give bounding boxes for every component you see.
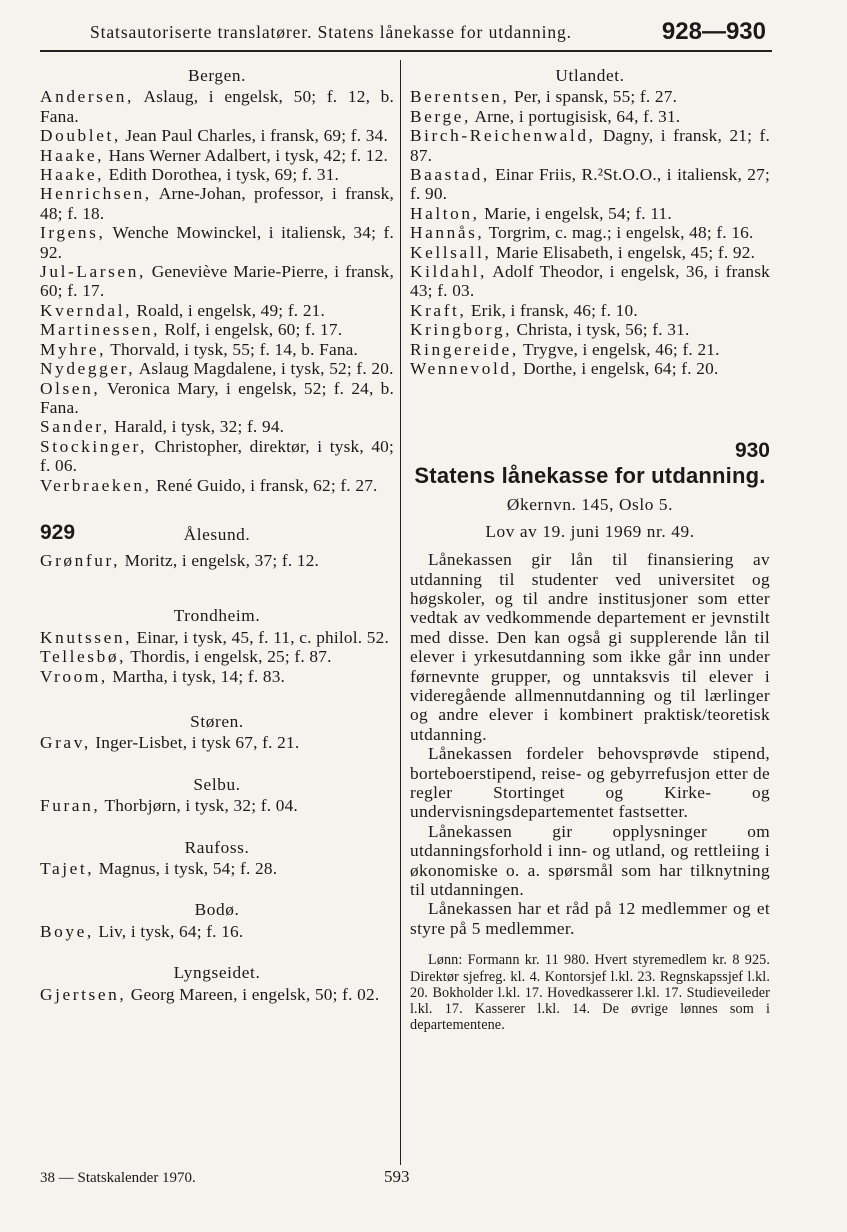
list-item — [40, 417, 394, 436]
person-name: Ringereide, — [410, 339, 519, 359]
list-item — [40, 476, 394, 495]
city-heading: Selbu. — [193, 774, 241, 794]
paragraph: Lånekassen har et råd på 12 medlemmer og et styre på 5 medlemmer. — [410, 899, 770, 938]
person-name: Olsen, — [40, 378, 101, 398]
entry-details: Harald, i tysk, 32; f. 94. — [109, 417, 285, 437]
person-name: Doublet, — [40, 126, 121, 146]
entry-details: Erik, i fransk, 46; f. 10. — [466, 300, 638, 320]
entry-list — [40, 859, 394, 878]
entry-list — [40, 551, 394, 570]
list-item — [410, 126, 770, 165]
entry-details: Marie, i engelsk, 54; f. 11. — [479, 203, 672, 223]
person-name: Kraft, — [410, 300, 467, 320]
entry-details: Per, i spansk, 55; f. 27. — [509, 87, 678, 107]
city-heading: Utlandet. — [555, 66, 625, 85]
person-name: Furan, — [40, 796, 101, 816]
entry-details: Roald, i engelsk, 49; f. 21. — [132, 300, 326, 320]
entry-details: Arne-Johan, professor, i fransk, 48; f. 18. — [40, 184, 394, 223]
entry-list — [40, 796, 394, 815]
person-name: Nydegger, — [40, 359, 136, 379]
entry-details: Georg Mareen, i engelsk, 50; f. 02. — [126, 984, 380, 1004]
entry-details: Geneviève Marie-Pierre, i fransk, 60; f. 17. — [40, 262, 394, 301]
list-item — [40, 340, 394, 359]
entry-details: Aslaug, i engelsk, 50; f. 12, b. Fana. — [40, 87, 394, 126]
list-item — [40, 796, 394, 815]
paragraph: Lånekassen fordeler behovsprøvde stipend, borteboerstipend, reise- og gebyrrefusjon etter de regler Stortinget og Kirke- og undervisningsdepartementet fastsetter. — [410, 744, 770, 822]
person-name: Verbraeken, — [40, 475, 152, 495]
entry-details: Trygve, i engelsk, 46; f. 21. — [518, 339, 720, 359]
list-item — [410, 301, 770, 320]
salary-note: Lønn: Formann kr. 11 980. Hvert styremedlem kr. 8 925. Direktør sjefreg. kl. 4. Kontorsjef l.kl. 23. Regnskapssjef l.kl. 20. Bokholder l.kl. 17. Hovedkasserer l.kl. 17. Studieveileder l.kl. 17. Kasserer l.kl. 14. De øvrige lønnes som i departementene. — [410, 952, 770, 1034]
person-name: Kellsall, — [410, 242, 492, 262]
person-name: Myhre, — [40, 339, 106, 359]
entry-details: Torgrim, c. mag.; i engelsk, 48; f. 16. — [484, 223, 754, 243]
person-name: Gjertsen, — [40, 984, 127, 1004]
person-name: Jul-Larsen, — [40, 262, 146, 282]
footer-publication: 38 — Statskalender 1970. — [40, 1170, 196, 1186]
list-item — [40, 223, 394, 262]
column-divider — [400, 60, 401, 1165]
list-item — [40, 437, 394, 476]
person-name: Knutssen, — [40, 627, 133, 647]
entry-details: Arne, i portugisisk, 64, f. 31. — [470, 106, 681, 126]
person-name: Henrichsen, — [40, 184, 152, 204]
list-item — [40, 87, 394, 126]
city-heading: Trondheim. — [173, 606, 261, 626]
person-name: Wennevold, — [410, 359, 519, 379]
entry-list — [40, 628, 394, 686]
list-item — [40, 667, 394, 686]
person-name: Sander, — [40, 417, 110, 437]
entry-list — [40, 87, 394, 495]
list-item — [40, 379, 394, 418]
person-name: Tellesbø, — [40, 647, 127, 667]
entry-list — [410, 87, 770, 378]
list-item — [410, 262, 770, 301]
left-column — [40, 66, 394, 1004]
section-number: 930 — [734, 438, 770, 462]
entry-details: Wenche Mowinckel, i italiensk, 34; f. 92. — [40, 223, 394, 262]
list-item — [40, 165, 394, 184]
person-name: Grav, — [40, 733, 91, 753]
list-item — [40, 262, 394, 301]
running-title: Statsautoriserte translatører. Statens lånekasse for utdanning. — [90, 22, 572, 42]
city-heading: Raufoss. — [184, 837, 250, 857]
address: Økernvn. 145, Oslo 5. — [506, 495, 674, 515]
page-number: 593 — [384, 1167, 410, 1186]
city-heading: Lyngseidet. — [173, 963, 261, 983]
list-item — [40, 922, 394, 941]
person-name: Haake, — [40, 165, 105, 185]
paragraph: Lånekassen gir lån til finansiering av utdanning til studenter ved universitet og høgskoler, og til andre institusjoner som etter vedtak av vedkommende departement er jevnstilt med disse. Den kan også gi supplerende lån til elever i yrkesutdanning som ikke går inn under førnevnte grupper, og unntaksvis til elever i videregående allmennutdanning og til lærlinger og andre elever i kombinert praktisk/teoretisk utdanning. — [410, 550, 770, 744]
city-heading: Bergen. — [187, 66, 247, 85]
city-heading: Ålesund. — [183, 524, 251, 544]
entry-details: Liv, i tysk, 64; f. 16. — [93, 921, 244, 941]
person-name: Kildahl, — [410, 262, 487, 282]
person-name: Berge, — [410, 106, 471, 126]
person-name: Tajet, — [40, 859, 95, 878]
list-item — [40, 628, 394, 647]
entry-details: Rolf, i engelsk, 60; f. 17. — [160, 320, 343, 340]
entry-details: Christopher, direktør, i tysk, 40; f. 06. — [40, 436, 394, 476]
person-name: Kverndal, — [40, 300, 133, 320]
list-item — [410, 359, 770, 378]
entry-details: Dorthe, i engelsk, 64; f. 20. — [518, 359, 719, 379]
list-item — [40, 647, 394, 666]
entry-details: Inger-Lisbet, i tysk 67, f. 21. — [90, 733, 300, 753]
list-item — [410, 243, 770, 262]
entry-details: Thordis, i engelsk, 25; f. 87. — [126, 647, 332, 667]
list-item — [410, 165, 770, 204]
list-item — [410, 87, 770, 106]
person-name: Stockinger, — [40, 436, 148, 456]
list-item — [40, 733, 394, 752]
entry-details: Aslaug Magdalene, i tysk, 52; f. 20. — [135, 359, 394, 379]
header-rule — [40, 50, 772, 52]
entry-details: René Guido, i fransk, 62; f. 27. — [151, 475, 378, 495]
list-item — [40, 859, 394, 878]
list-item — [410, 204, 770, 223]
entry-details: Thorbjørn, i tysk, 32; f. 04. — [100, 796, 298, 816]
entry-details: Christa, i tysk, 56; f. 31. — [512, 320, 690, 340]
list-item — [410, 107, 770, 126]
person-name: Martinessen, — [40, 320, 160, 340]
entry-details: Moritz, i engelsk, 37; f. 12. — [120, 550, 320, 570]
section-range: 928—930 — [661, 18, 766, 45]
list-item — [410, 223, 770, 242]
list-item — [40, 301, 394, 320]
entry-details: Martha, i tysk, 14; f. 83. — [107, 666, 286, 686]
person-name: Halton, — [410, 203, 480, 223]
list-item — [40, 184, 394, 223]
person-name: Baastad, — [410, 165, 490, 185]
list-item — [40, 126, 394, 145]
entry-details: Magnus, i tysk, 54; f. 28. — [94, 859, 278, 878]
list-item — [410, 340, 770, 359]
list-item — [40, 359, 394, 378]
list-item — [410, 320, 770, 339]
page-header — [90, 18, 770, 50]
section-number: 929 — [40, 520, 76, 544]
person-name: Birch-Reichenwald, — [410, 126, 596, 146]
entry-details: Einar Friis, R.²St.O.O., i italiensk, 27; f. 90. — [410, 165, 770, 204]
entry-details: Jean Paul Charles, i fransk, 69; f. 34. — [120, 126, 388, 146]
law-reference: Lov av 19. juni 1969 nr. 49. — [485, 521, 695, 541]
entry-list — [40, 733, 394, 752]
person-name: Irgens, — [40, 223, 106, 243]
person-name: Kringborg, — [410, 320, 513, 340]
person-name: Grønfur, — [40, 550, 121, 570]
list-item — [40, 551, 394, 570]
person-name: Haake, — [40, 145, 105, 165]
person-name: Boye, — [40, 921, 94, 941]
person-name: Vroom, — [40, 666, 108, 686]
entry-details: Adolf Theodor, i engelsk, 36, i fransk 43; f. 03. — [410, 262, 770, 301]
person-name: Andersen, — [40, 87, 134, 107]
list-item — [40, 320, 394, 339]
city-heading: Bodø. — [194, 900, 240, 920]
city-heading: Støren. — [190, 711, 244, 731]
entry-details: Thorvald, i tysk, 55; f. 14, b. Fana. — [106, 339, 359, 359]
entry-details: Veronica Mary, i engelsk, 52; f. 24, b. Fana. — [40, 378, 394, 417]
list-item — [40, 146, 394, 165]
entry-list — [40, 985, 394, 1004]
entry-list — [40, 922, 394, 941]
paragraph: Lånekassen gir opplysninger om utdanningsforhold i inn- og utland, og rettleiing i økonomiske o. a. spørsmål som har tilknytning til utdanningen. — [410, 821, 770, 900]
list-item — [40, 985, 394, 1004]
section-929-heading — [40, 519, 394, 551]
entry-details: Hans Werner Adalbert, i tysk, 42; f. 12. — [104, 145, 388, 165]
entry-details: Dagny, i fransk, 21; f. 87. — [410, 126, 770, 165]
person-name: Berentsen, — [410, 87, 510, 107]
person-name: Hannås, — [410, 223, 485, 243]
right-column — [410, 66, 770, 1048]
entry-details: Marie Elisabeth, i engelsk, 45; f. 92. — [491, 242, 756, 262]
section-title: Statens lånekasse for utdanning. — [414, 462, 766, 488]
entry-details: Edith Dorothea, i tysk, 69; f. 31. — [104, 165, 340, 185]
entry-details: Einar, i tysk, 45, f. 11, c. philol. 52. — [132, 627, 389, 647]
